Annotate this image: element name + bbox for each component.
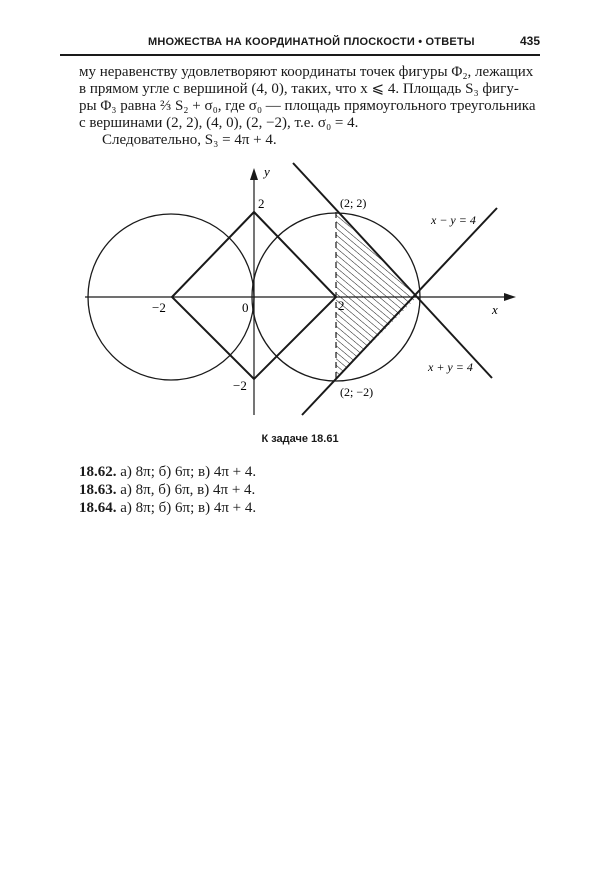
- running-head: МНОЖЕСТВА НА КООРДИНАТНОЙ ПЛОСКОСТИ • ОТВЕТЫ: [148, 36, 475, 48]
- answer-text: а) 8π; б) 6π; в) 4π + 4.: [120, 500, 257, 516]
- figure-18-61: [60, 160, 540, 430]
- answer-row: [79, 499, 256, 517]
- figure-caption: К задаче 18.61: [261, 433, 339, 445]
- answer-text: а) 8π; б) 6π; в) 4π + 4.: [120, 464, 257, 480]
- page-number: 435: [519, 34, 540, 48]
- x-left-label: −2: [152, 300, 166, 315]
- hatched-triangle: [336, 212, 417, 379]
- line-x-plus-y: [293, 163, 492, 378]
- paragraph-line: с вершинами (2, 2), (4, 0), (2, −2), т.е. σ₀ = 4.: [79, 115, 359, 131]
- body-paragraph: [79, 64, 541, 132]
- conclusion-line: Следовательно, S₃ = 4π + 4.: [102, 132, 277, 148]
- y-bottom-label: −2: [233, 378, 247, 393]
- point-top-label: (2; 2): [340, 196, 367, 210]
- origin-label: 0: [242, 300, 249, 315]
- y-axis-label: y: [264, 164, 270, 179]
- answer-text: а) 8π, б) 6π, в) 4π + 4.: [120, 482, 256, 498]
- paragraph-line: ры Φ₃ равна ⅔ S₂ + σ₀, где σ₀ — площадь прямоугольного треугольника: [79, 98, 536, 114]
- paragraph-line: му неравенству удовлетворяют координаты точек фигуры Φ₂, лежащих: [79, 64, 534, 80]
- x-axis-arrow: [504, 293, 516, 301]
- line-plus-label: x + y = 4: [428, 360, 473, 374]
- answer-number: 18.64.: [79, 500, 117, 516]
- header-rule: [60, 54, 540, 56]
- x-axis-label: x: [492, 302, 498, 317]
- paragraph-line: в прямом угле с вершиной (4, 0), таких, что x ⩽ 4. Площадь S₃ фигу-: [79, 81, 519, 97]
- answer-row: [79, 463, 256, 481]
- line-minus-label: x − y = 4: [431, 213, 476, 227]
- answer-number: 18.63.: [79, 482, 117, 498]
- y-axis-arrow: [250, 168, 258, 180]
- answer-row: [79, 481, 256, 499]
- line-x-minus-y: [302, 208, 497, 415]
- answer-number: 18.62.: [79, 464, 117, 480]
- answers-list: [79, 463, 256, 517]
- page-header: [60, 34, 540, 56]
- x-two-label: 2: [338, 298, 345, 313]
- point-bottom-label: (2; −2): [340, 385, 374, 399]
- y-top-label: 2: [258, 196, 265, 211]
